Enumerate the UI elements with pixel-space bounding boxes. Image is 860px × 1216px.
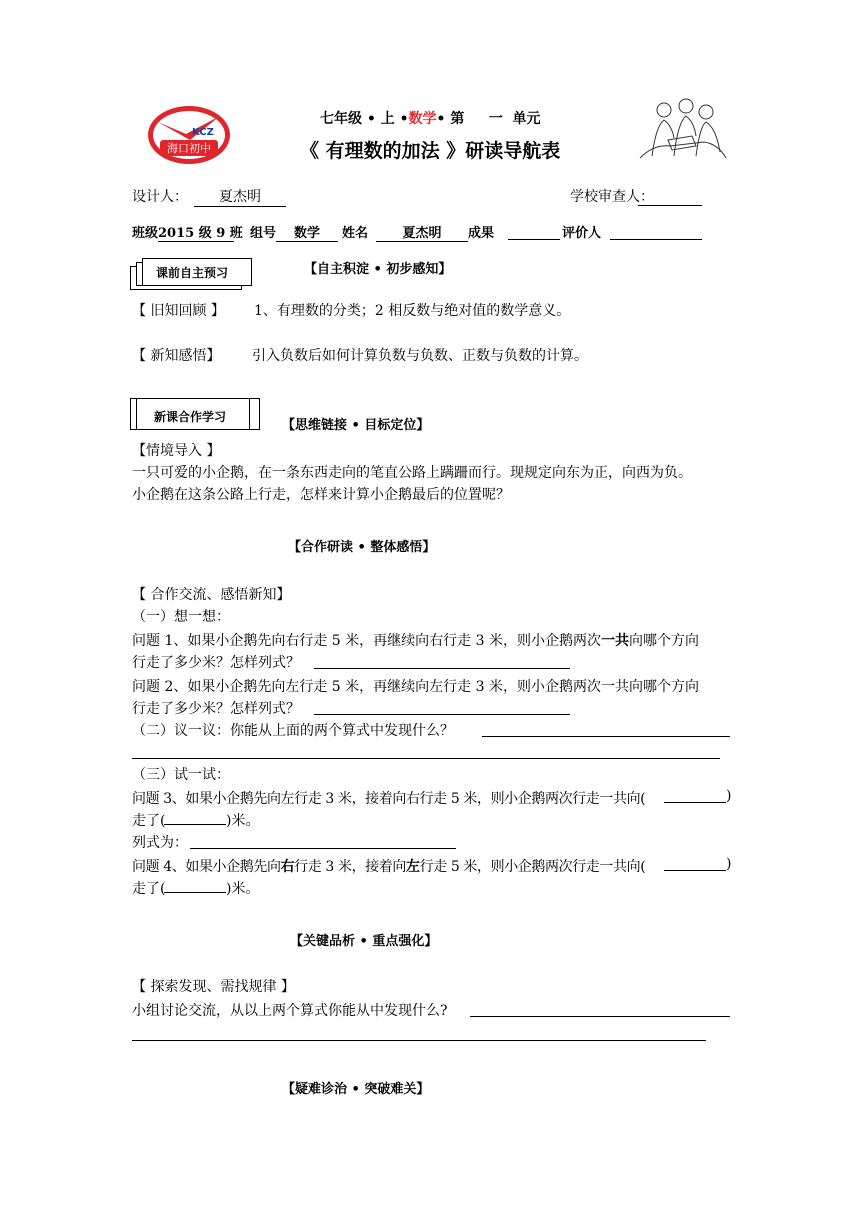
question-2-answer-blank[interactable] [314, 714, 570, 715]
new-knowledge-label: 【 新知感悟】 [132, 348, 221, 364]
new-knowledge-text: 引入负数后如何计算负数与负数、正数与负数的计算。 [252, 348, 588, 364]
section-key-analysis: 【关键品析 • 重点强化】 [290, 934, 438, 949]
question-4-line-2b: )米。 [226, 881, 260, 897]
question-4-direction-blank[interactable] [664, 870, 726, 871]
question-3-line-2a: 走了( [132, 813, 166, 829]
question-3-distance-blank[interactable] [164, 824, 226, 825]
evaluator-label: 评价人 [562, 226, 602, 241]
formula-blank[interactable] [190, 848, 456, 849]
question-4-left: 左 [405, 859, 420, 875]
explore-answer-blank-1[interactable] [470, 1016, 730, 1017]
designer-label: 设计人： [132, 189, 188, 205]
group-label: 组号 [250, 226, 277, 241]
discuss-answer-blank-2[interactable] [132, 758, 720, 759]
logo-initials: KCZ [192, 127, 214, 138]
chapter-text: • 第 [436, 111, 465, 127]
question-1-emphasis: 一共 [600, 633, 629, 649]
group-value: 数学 [276, 222, 338, 242]
question-2-line-1: 问题 2、如果小企鹅先向左行走 5 米，再继续向左行走 3 米，则小企鹅两次一共向哪个方向 [132, 679, 699, 695]
review-text: 1、有理数的分类；2 相反数与绝对值的数学意义。 [254, 303, 571, 319]
explore-text: 小组讨论交流，从以上两个算式你能从中发现什么? [132, 1003, 448, 1019]
name-label: 姓名 [342, 226, 369, 241]
question-1-line-2: 行走了多少米？怎样列式？ [132, 655, 300, 671]
question-2-line-2: 行走了多少米？怎样列式？ [132, 701, 300, 717]
grade-text: 七年级 • 上 • [320, 111, 409, 127]
name-value: 夏杰明 [376, 222, 468, 242]
preview-section-label: 课前自主预习 [156, 266, 229, 280]
formula-label: 列式为： [132, 835, 188, 851]
question-3-line-2b: )米。 [226, 813, 260, 829]
question-1-text-c: 向哪个方向 [628, 633, 699, 649]
grade-unit-line [320, 108, 540, 128]
students-illustration [634, 96, 730, 162]
cooperation-label: 【 合作交流、感悟新知】 [132, 587, 291, 603]
cooperate-section-label: 新课合作学习 [154, 410, 227, 424]
question-4-close-paren: ) [726, 856, 732, 872]
try-label: （三）试一试： [132, 767, 230, 783]
unit-label: 单元 [512, 111, 541, 127]
question-1-answer-blank[interactable] [314, 668, 570, 669]
question-1-text-a: 问题 1、如果小企鹅先向右行走 5 米，再继续向右行走 3 米，则小企鹅两次 [132, 633, 601, 649]
explore-label: 【 探索发现、需找规律 】 [132, 979, 295, 995]
evaluator-blank [610, 239, 702, 240]
question-1-line-1 [132, 630, 699, 650]
page-title: 《 有理数的加法 》研读导航表 [300, 140, 561, 162]
question-4-line-1 [132, 856, 645, 876]
section-thinking-link: 【思维链接 • 目标定位】 [282, 418, 430, 433]
unit-number: 一 [488, 111, 503, 127]
question-4-text-e: 行走 5 米，则小企鹅两次行走一共向( [419, 859, 646, 875]
designer-row [132, 186, 188, 206]
section-difficulty: 【疑难诊治 • 突破难关】 [282, 1082, 430, 1097]
explore-answer-blank-2[interactable] [132, 1040, 706, 1041]
question-4-text-a: 问题 4、如果小企鹅先向 [132, 859, 281, 875]
section-cooperative-reading: 【合作研读 • 整体感悟】 [288, 540, 436, 555]
question-3-line-1: 问题 3、如果小企鹅先向左行走 3 米，接着向右行走 5 米，则小企鹅两次行走一共向( [132, 791, 646, 807]
discuss-answer-blank-1[interactable] [482, 736, 730, 737]
class-label: 班级 [132, 226, 159, 241]
logo-school-name: 海口初中 [167, 142, 211, 155]
subject-text: 数学 [408, 111, 437, 127]
think-label: （一）想一想： [132, 609, 230, 625]
question-4-right: 右 [280, 859, 295, 875]
designer-name: 夏杰明 [194, 186, 286, 207]
question-3-close-paren: ) [726, 788, 732, 804]
scenario-line-2: 小企鹅在这条公路上行走，怎样来计算小企鹅最后的位置呢？ [132, 487, 510, 503]
question-4-text-c: 行走 3 米，接着向 [294, 859, 406, 875]
school-logo [146, 104, 232, 166]
question-3-direction-blank[interactable] [664, 802, 726, 803]
discuss-question: （二）议一议：你能从上面的两个算式中发现什么？ [132, 723, 454, 739]
question-4-line-2a: 走了( [132, 881, 166, 897]
review-label: 【 旧知回顾 】 [132, 303, 225, 319]
result-label: 成果 [468, 226, 495, 241]
scenario-line-1: 一只可爱的小企鹅，在一条东西走向的笔直公路上蹒跚而行。现规定向东为正，向西为负。 [132, 465, 692, 481]
scenario-label: 【情境导入 】 [132, 443, 221, 459]
reviewer-blank [638, 205, 702, 206]
result-blank [508, 239, 560, 240]
class-value: 2015 级 9 班 [158, 222, 234, 242]
section-self-study: 【自主积淀 • 初步感知】 [304, 262, 452, 277]
reviewer-label: 学校审查人： [570, 189, 654, 205]
question-4-distance-blank[interactable] [164, 892, 226, 893]
